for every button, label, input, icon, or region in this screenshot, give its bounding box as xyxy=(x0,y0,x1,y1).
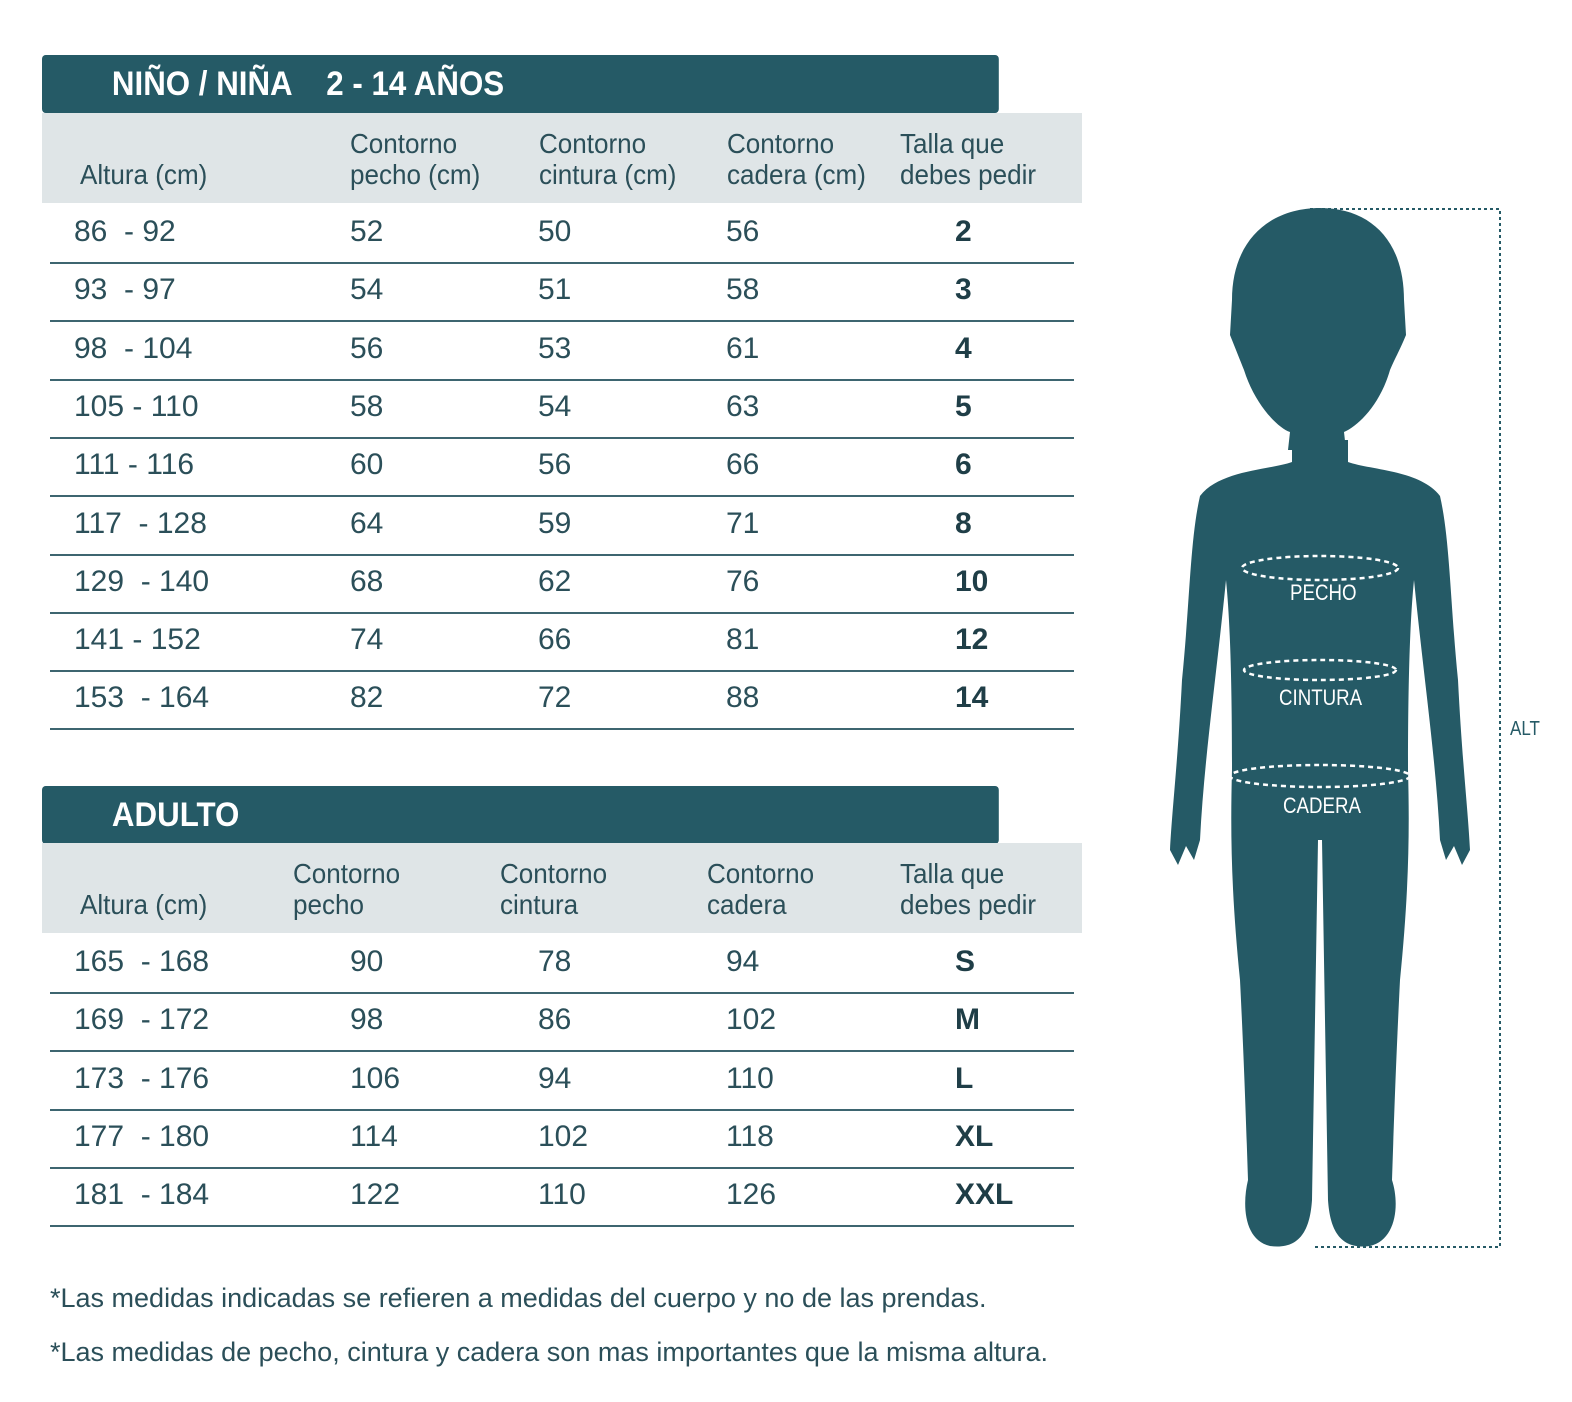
kids-cell-height: 129 - 140 xyxy=(74,564,210,598)
adult-cell-hip: 102 xyxy=(726,1003,777,1037)
kids-table-row xyxy=(50,612,1074,672)
adult-cell-height: 177 - 180 xyxy=(74,1119,210,1153)
kids-section-title-bar xyxy=(42,55,999,113)
kids-cell-chest: 56 xyxy=(350,331,384,365)
height-label: ALT xyxy=(1510,718,1540,740)
adult-section-title: ADULTO xyxy=(111,795,240,834)
kids-cell-hip: 56 xyxy=(726,215,760,248)
adult-cell-chest: 98 xyxy=(350,1003,384,1037)
kids-cell-waist: 66 xyxy=(538,623,572,657)
kids-table-row xyxy=(50,204,1074,264)
kids-table-row xyxy=(50,554,1074,614)
kids-cell-size: 14 xyxy=(955,681,989,715)
kids-cell-size: 2 xyxy=(955,215,972,248)
adult-cell-chest: 122 xyxy=(350,1178,401,1212)
adult-cell-size: L xyxy=(955,1061,974,1095)
note-body-measurements: *Las medidas indicadas se refieren a medidas del cuerpo y no de las prendas. xyxy=(50,1283,987,1313)
kids-cell-chest: 60 xyxy=(350,448,384,482)
silhouette-head xyxy=(1230,208,1406,450)
kids-cell-height: 93 - 97 xyxy=(74,273,176,307)
kids-cell-waist: 53 xyxy=(538,331,572,365)
adult-cell-hip: 118 xyxy=(726,1119,774,1153)
kids-cell-size: 3 xyxy=(955,273,972,307)
kids-cell-waist: 62 xyxy=(538,564,572,598)
kids-cell-hip: 63 xyxy=(726,389,760,423)
chest-label: PECHO xyxy=(1290,580,1357,605)
adult-cell-waist: 94 xyxy=(538,1061,572,1095)
adult-header-hip: Contorno cadera xyxy=(707,858,815,920)
kids-table-row xyxy=(50,496,1074,556)
adult-cell-height: 173 - 176 xyxy=(74,1061,210,1095)
kids-table-row xyxy=(50,379,1074,439)
note-priority: *Las medidas de pecho, cintura y cadera son mas importantes que la misma altura. xyxy=(50,1337,1049,1367)
adult-header-height: Altura (cm) xyxy=(80,889,208,920)
kids-cell-waist: 50 xyxy=(538,215,572,248)
adult-header-waist: Contorno cintura xyxy=(500,858,608,920)
kids-cell-size: 6 xyxy=(955,448,972,482)
kids-cell-height: 98 - 104 xyxy=(74,331,193,365)
child-silhouette-icon xyxy=(1160,200,1510,1260)
kids-cell-waist: 54 xyxy=(538,389,572,423)
adult-header-size: Talla que debes pedir xyxy=(900,858,1037,920)
adult-cell-height: 165 - 168 xyxy=(74,945,210,978)
adult-cell-chest: 114 xyxy=(350,1119,398,1153)
kids-cell-chest: 52 xyxy=(350,215,384,248)
kids-cell-height: 141 - 152 xyxy=(74,623,201,657)
kids-cell-height: 111 - 116 xyxy=(74,448,195,482)
kids-cell-waist: 56 xyxy=(538,448,572,482)
kids-cell-chest: 68 xyxy=(350,564,384,598)
adult-cell-size: XXL xyxy=(955,1178,1014,1212)
adult-cell-size: XL xyxy=(955,1119,994,1153)
kids-cell-hip: 81 xyxy=(726,623,760,657)
kids-cell-size: 10 xyxy=(955,564,989,598)
waist-label: CINTURA xyxy=(1279,685,1363,710)
kids-cell-hip: 88 xyxy=(726,681,760,715)
adult-cell-height: 181 - 184 xyxy=(74,1178,210,1212)
kids-cell-chest: 74 xyxy=(350,623,384,657)
kids-cell-height: 86 - 92 xyxy=(74,215,176,248)
adult-cell-waist: 78 xyxy=(538,945,572,978)
kids-cell-height: 153 - 164 xyxy=(74,681,210,715)
adult-cell-hip: 94 xyxy=(726,945,760,978)
kids-section-title: NIÑO / NIÑA 2 - 14 AÑOS xyxy=(111,64,505,103)
kids-cell-height: 105 - 110 xyxy=(74,389,199,423)
adult-table-row xyxy=(50,934,1074,994)
kids-cell-hip: 76 xyxy=(726,564,760,598)
adult-table-row xyxy=(50,992,1074,1052)
kids-table-row xyxy=(50,262,1074,322)
adult-cell-hip: 110 xyxy=(726,1061,774,1095)
adult-table-row xyxy=(50,1167,1074,1227)
kids-cell-waist: 51 xyxy=(538,273,572,307)
kids-cell-chest: 58 xyxy=(350,389,384,423)
adult-table-header xyxy=(42,843,1082,933)
kids-cell-hip: 58 xyxy=(726,273,760,307)
adult-cell-waist: 102 xyxy=(538,1119,589,1153)
adult-cell-height: 169 - 172 xyxy=(74,1003,210,1037)
silhouette-body xyxy=(1170,440,1470,1247)
kids-cell-chest: 64 xyxy=(350,506,384,540)
kids-cell-size: 5 xyxy=(955,389,972,423)
kids-cell-waist: 72 xyxy=(538,681,572,715)
kids-cell-hip: 71 xyxy=(726,506,760,540)
adult-cell-waist: 86 xyxy=(538,1003,572,1037)
kids-header-height: Altura (cm) xyxy=(80,159,208,190)
adult-cell-size: M xyxy=(955,1003,980,1037)
adult-section-title-bar xyxy=(42,786,999,844)
kids-cell-hip: 61 xyxy=(726,331,760,365)
adult-cell-waist: 110 xyxy=(538,1178,586,1212)
kids-cell-size: 4 xyxy=(955,331,972,365)
kids-cell-waist: 59 xyxy=(538,506,572,540)
adult-cell-chest: 90 xyxy=(350,945,384,978)
adult-cell-chest: 106 xyxy=(350,1061,401,1095)
hip-label: CADERA xyxy=(1283,793,1361,818)
kids-header-hip: Contorno cadera (cm) xyxy=(727,128,866,190)
kids-cell-size: 12 xyxy=(955,623,989,657)
kids-cell-hip: 66 xyxy=(726,448,760,482)
kids-cell-chest: 54 xyxy=(350,273,384,307)
adult-table-row xyxy=(50,1109,1074,1169)
kids-table-row xyxy=(50,321,1074,381)
adult-cell-size: S xyxy=(955,945,976,978)
kids-header-chest: Contorno pecho (cm) xyxy=(350,128,481,190)
kids-cell-size: 8 xyxy=(955,506,972,540)
kids-cell-chest: 82 xyxy=(350,681,384,715)
adult-table-row xyxy=(50,1051,1074,1111)
kids-header-size: Talla que debes pedir xyxy=(900,128,1037,190)
kids-table-row xyxy=(50,437,1074,497)
kids-cell-height: 117 - 128 xyxy=(74,506,207,540)
kids-table-row xyxy=(50,670,1074,730)
adult-header-chest: Contorno pecho xyxy=(293,858,401,920)
adult-cell-hip: 126 xyxy=(726,1178,777,1212)
kids-header-waist: Contorno cintura (cm) xyxy=(539,128,677,190)
kids-table-header xyxy=(42,113,1082,203)
